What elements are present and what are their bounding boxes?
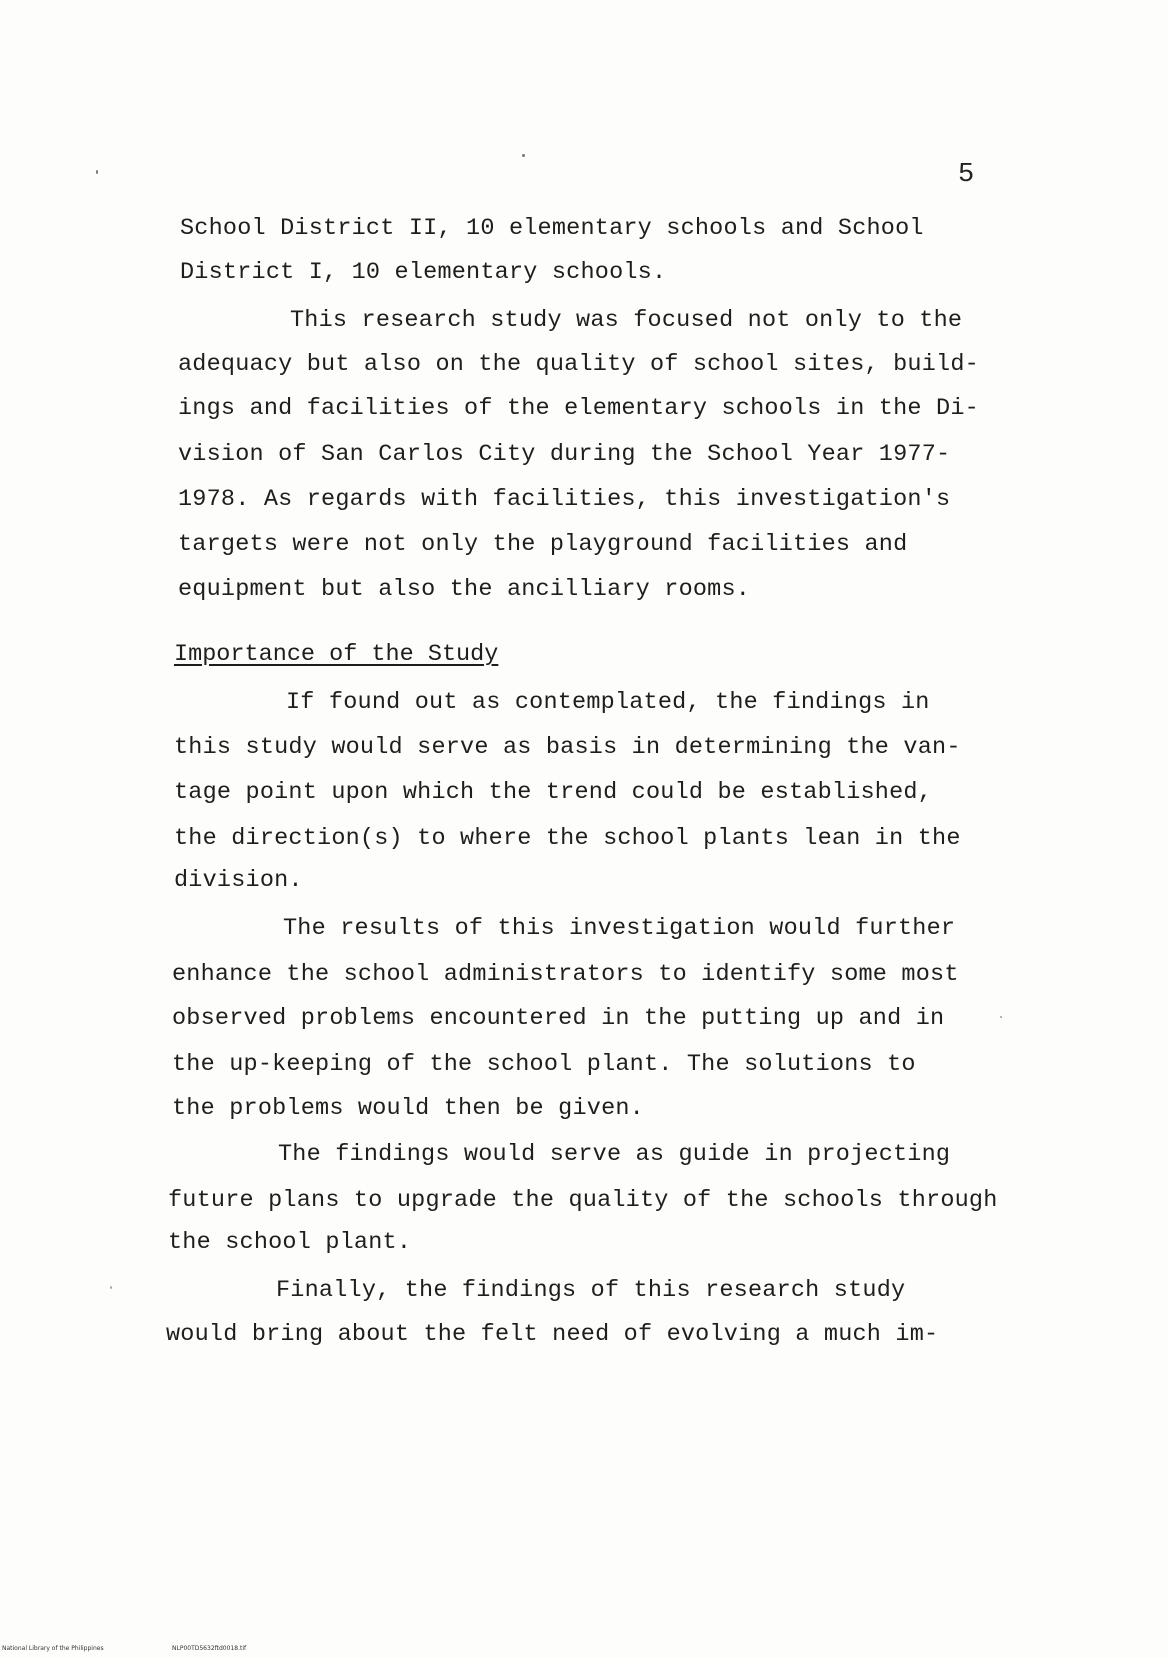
text-line: School District II, 10 elementary schools and School — [180, 215, 924, 242]
section-heading: Importance of the Study — [174, 641, 499, 668]
scan-speck — [1000, 1016, 1002, 1018]
text-line: This research study was focused not only to the — [290, 307, 963, 334]
page-number: 5 — [958, 160, 975, 190]
text-line: the problems would then be given. — [172, 1095, 644, 1122]
scan-speck — [96, 170, 98, 174]
text-line: observed problems encountered in the putting up and in — [172, 1005, 945, 1032]
text-line: Finally, the findings of this research study — [276, 1277, 906, 1304]
text-line: ings and facilities of the elementary schools in the Di- — [178, 395, 979, 422]
text-line: vision of San Carlos City during the School Year 1977- — [178, 441, 951, 468]
text-line: the direction(s) to where the school plants lean in the — [174, 825, 961, 852]
text-line: The findings would serve as guide in projecting — [278, 1141, 951, 1168]
text-line: the school plant. — [168, 1229, 412, 1256]
text-line: the up-keeping of the school plant. The solutions to — [172, 1051, 916, 1078]
footer-library-stamp: National Library of the Philippines — [2, 1645, 104, 1652]
text-line: The results of this investigation would further — [283, 915, 956, 942]
text-line: equipment but also the ancilliary rooms. — [178, 576, 751, 603]
text-line: enhance the school administrators to identify some most — [172, 961, 959, 988]
text-line: 1978. As regards with facilities, this investigation's — [178, 486, 951, 513]
scan-speck — [522, 154, 525, 157]
text-line: tage point upon which the trend could be established, — [174, 779, 933, 806]
text-line: District I, 10 elementary schools. — [180, 259, 667, 286]
scan-speck — [110, 1286, 112, 1289]
text-line: adequacy but also on the quality of school sites, build- — [178, 351, 979, 378]
text-line: would bring about the felt need of evolving a much im- — [166, 1321, 939, 1348]
text-line: future plans to upgrade the quality of the schools through — [168, 1187, 998, 1214]
footer-file-id: NLP00TD5632ftd0018.tif — [172, 1645, 247, 1652]
text-line: this study would serve as basis in determining the van- — [174, 734, 961, 761]
text-line: division. — [174, 867, 303, 894]
text-line: If found out as contemplated, the findings in — [286, 689, 930, 716]
text-line: targets were not only the playground facilities and — [178, 531, 908, 558]
